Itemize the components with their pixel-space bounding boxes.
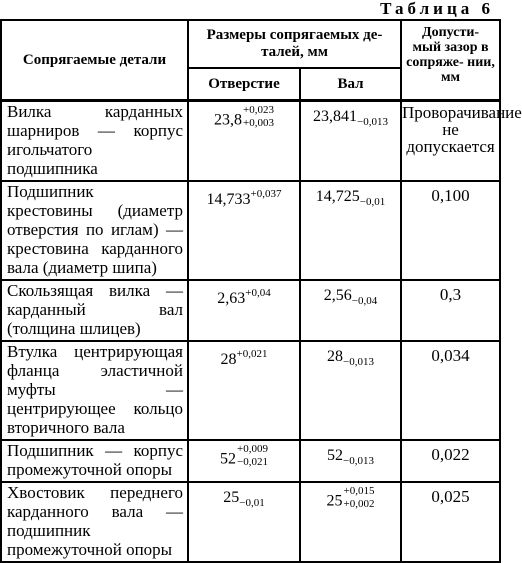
parts-description: Скользящая вилка — карданный вал (толщина шлицев) (1, 280, 188, 341)
mating-parts-table (0, 19, 522, 563)
allowed-gap: 0,034 (401, 341, 500, 440)
allowed-gap: 0,3 (401, 280, 500, 341)
allowed-gap: 0,100 (401, 181, 500, 280)
shaft-size: $2,56_{-0,04}$ (300, 280, 401, 341)
table-row (1, 440, 500, 482)
header-gap: Допусти- мый зазор в сопряже- нии, мм (401, 20, 500, 100)
table-row (1, 100, 500, 181)
hole-size: $2,63^{+0,04}$ (188, 280, 300, 341)
header-hole: Отверстие (188, 68, 300, 100)
table-row (1, 181, 500, 280)
parts-description: Втулка центрирующая фланца эластичной муфты — центрирующее кольцо вторичного вала (1, 341, 188, 440)
parts-description: Хвостовик переднего карданного вала — подшипник промежуточной опоры (1, 482, 188, 562)
allowed-gap: 0,022 (401, 440, 500, 482)
shaft-size: $23,841_{-0,013}$ (300, 100, 401, 181)
allowed-gap: Проворачивание не допускается (401, 100, 500, 181)
table-row (1, 341, 500, 440)
header-sizes: Размеры сопрягаемых де- талей, мм (188, 20, 401, 68)
table-caption: Таблица 6 (380, 0, 494, 18)
shaft-size: 25 +0,015 +0,002 (300, 482, 401, 562)
header-parts: Сопрягаемые детали (1, 20, 188, 100)
table-row (1, 482, 500, 562)
allowed-gap: 0,025 (401, 482, 500, 562)
hole-size: $25_{-0,01}$ (188, 482, 300, 562)
shaft-size: $52_{-0,013}$ (300, 440, 401, 482)
shaft-size: $28_{-0,013}$ (300, 341, 401, 440)
hole-size: 23,8 +0,023 +0,003 (188, 100, 300, 181)
parts-description: Подшипник крестовины (диаметр отверстия по иглам) — крестовина карданного вала (диаметр шипа) (1, 181, 188, 280)
parts-description: Подшипник — корпус промежуточной опоры (1, 440, 188, 482)
parts-description: Вилка карданных шарниров — корпус игольчатого подшипника (1, 100, 188, 181)
hole-size: $14,733^{+0,037}$ (188, 181, 300, 280)
shaft-size: $14,725_{-0,01}$ (300, 181, 401, 280)
table-row (1, 280, 500, 341)
hole-size: 52 +0,009 −0,021 (188, 440, 300, 482)
header-shaft: Вал (300, 68, 401, 100)
hole-size: $28^{+0,021}$ (188, 341, 300, 440)
